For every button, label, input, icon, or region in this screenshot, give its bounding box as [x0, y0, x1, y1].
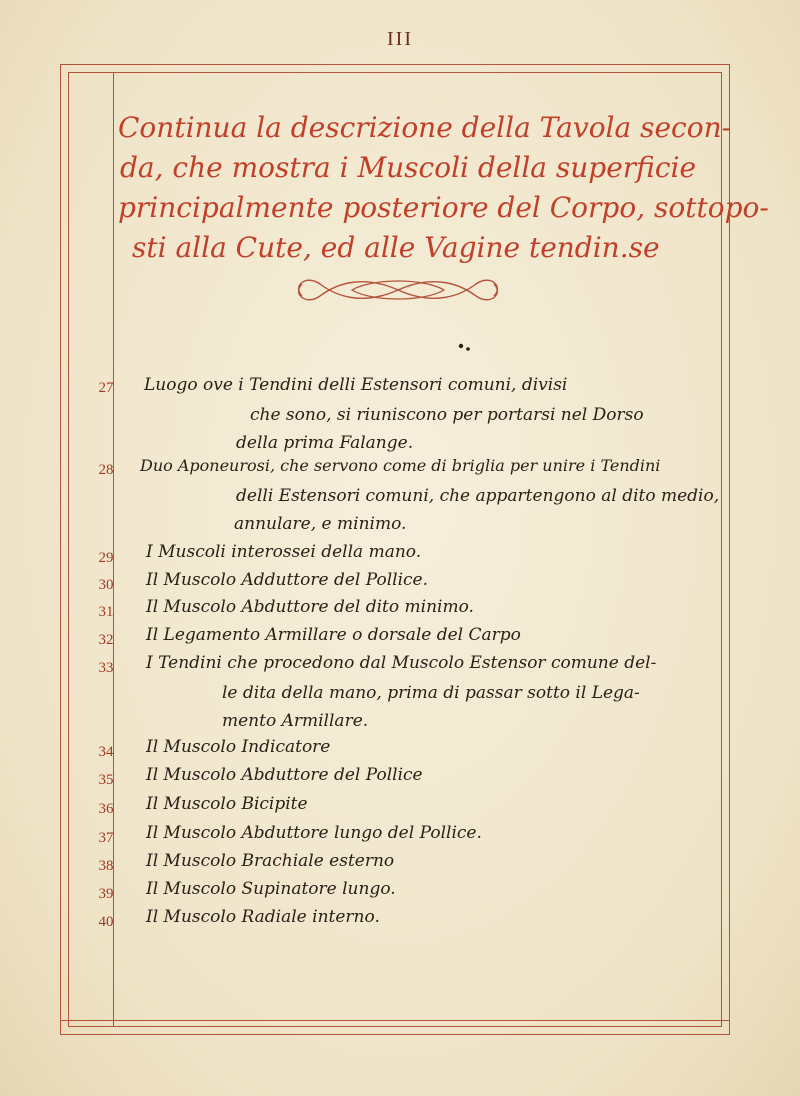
- entry-number: 30: [98, 577, 114, 593]
- entry-text: Il Muscolo Bicipite: [146, 794, 308, 814]
- entry-text: annulare, e minimo.: [234, 514, 407, 534]
- entry-number: 39: [98, 886, 114, 902]
- entry-text: I Muscoli interossei della mano.: [146, 542, 422, 562]
- entry-text: della prima Falange.: [236, 433, 414, 453]
- title-line: principalmente posteriore del Corpo, sottopo-: [118, 191, 769, 224]
- entry-text: Il Muscolo Supinatore lungo.: [146, 879, 396, 899]
- entry-number: 38: [98, 858, 114, 874]
- entry-text: Il Muscolo Brachiale esterno: [146, 851, 395, 871]
- title-line: sti alla Cute, ed alle Vagine tendin.se: [132, 231, 660, 264]
- entry-text: che sono, si riuniscono per portarsi nel Dorso: [250, 405, 644, 425]
- title-line: Continua la descrizione della Tavola secon-: [118, 111, 732, 144]
- entry-text: Il Muscolo Abduttore del dito minimo.: [146, 597, 474, 617]
- entry-text: Il Muscolo Radiale interno.: [146, 907, 380, 927]
- entry-text: Duo Aponeurosi, che servono come di briglia per unire i Tendini: [140, 456, 661, 475]
- entry-number: 37: [98, 830, 114, 846]
- entry-text: Il Muscolo Abduttore del Pollice: [146, 765, 423, 785]
- entry-number: 27: [98, 380, 114, 396]
- entry-number: 29: [98, 550, 114, 566]
- entry-number: 36: [98, 801, 114, 817]
- entry-text: Luogo ove i Tendini delli Estensori comuni, divisi: [144, 375, 568, 395]
- entry-number: 31: [98, 604, 114, 620]
- page-title: [118, 108, 769, 268]
- entry-number: 40: [98, 914, 114, 930]
- page-number: III: [387, 28, 413, 50]
- ink-spot-marks: [456, 340, 476, 354]
- entry-number: 28: [98, 462, 114, 478]
- entry-number: 34: [98, 744, 114, 760]
- entry-text: Il Muscolo Adduttore del Pollice.: [146, 570, 429, 590]
- bottom-double-rule: [60, 1020, 730, 1021]
- entry-text: Il Muscolo Abduttore lungo del Pollice.: [146, 823, 482, 843]
- entry-text: Il Muscolo Indicatore: [146, 737, 331, 757]
- entry-text: le dita della mano, prima di passar sotto il Lega-: [222, 683, 640, 703]
- entry-text: mento Armillare.: [222, 711, 369, 731]
- entry-text: Il Legamento Armillare o dorsale del Carpo: [146, 625, 521, 645]
- title-line: da, che mostra i Muscoli della superficie: [120, 151, 697, 184]
- flourish-ornament: [292, 266, 504, 314]
- entry-text: I Tendini che procedono dal Muscolo Estensor comune del-: [146, 653, 657, 673]
- entry-number: 32: [98, 632, 114, 648]
- entry-text: delli Estensori comuni, che appartengono al dito medio,: [236, 486, 720, 506]
- entry-number: 33: [98, 660, 114, 676]
- entry-number: 35: [98, 772, 114, 788]
